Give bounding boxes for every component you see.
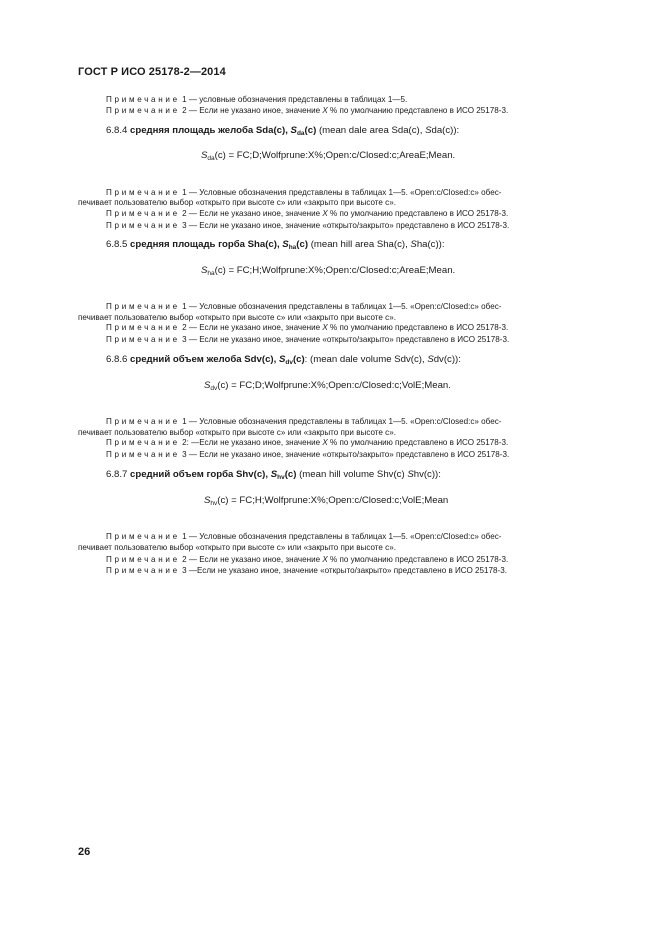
formula-sdv: $S_{dv}(c)$ = FC;D;Wolfprune:X%;Open:c/Closed:c;VolE;Mean.: [204, 380, 451, 392]
note-686-3: Примечание 3 — Если не указано иное, значение «открыто/закрыто» представлено в ИСО 25178-3.: [106, 450, 510, 459]
note-label: Примечание: [106, 106, 180, 115]
section-title: средняя площадь желоба Sda(c), $S_{da}(c)$: [130, 125, 317, 137]
section-number: 6.8.5: [106, 239, 128, 250]
note-text: % по умолчанию представлено в ИСО 25178-3.: [327, 106, 509, 115]
page-header: ГОСТ Р ИСО 25178-2—2014: [78, 66, 226, 78]
formula-sha: $S_{ha}(c)$ = FC;H;Wolfprune:X%;Open:c/Closed:c;AreaE;Mean.: [201, 265, 456, 277]
note-label: Примечание: [106, 95, 180, 104]
section-number: 6.8.4: [106, 125, 128, 136]
note-684-3: Примечание 3 — Если не указано иное, значение «открыто/закрыто» представлено в ИСО 25178-3.: [106, 221, 510, 230]
note-686-1-cont: печивает пользователю выбор «открыто при высоте c» или «закрыто при высоте c».: [78, 428, 396, 437]
section-heading-687: 6.8.7 средний объем горба Shv(c), $S_{hv}(c)$ (mean hill volume Shv(c) Shv(c)):: [106, 469, 441, 481]
section-heading-684: 6.8.4 средняя площадь желоба Sda(c), $S_{da}(c)$ (mean dale area Sda(c), Sda(c)):: [106, 125, 460, 137]
section-title: средний объем горба Shv(c), $S_{hv}(c)$: [130, 469, 297, 481]
formula-sda: $S_{da}(c)$ = FC;D;Wolfprune:X%;Open:c/Closed:c;AreaE;Mean.: [201, 150, 456, 162]
section-number: 6.8.7: [106, 469, 128, 480]
note-684-1: Примечание 1 — Условные обозначения представлены в таблицах 1—5. «Open:c/Closed:c» обес-: [106, 188, 502, 197]
note-686-2: Примечание 2: —Если не указано иное, значение X % по умолчанию представлено в ИСО 25178-3.: [106, 438, 509, 447]
section-number: 6.8.6: [106, 354, 128, 365]
section-title: средний объем желоба Sdv(c), $S_{dv}(c)$: [130, 354, 305, 366]
note-number: 1: [182, 95, 187, 104]
section-title: средняя площадь горба Sha(c), $S_{ha}(c)$: [130, 239, 309, 251]
note-top-2: [106, 106, 508, 116]
note-top-1: [106, 95, 407, 105]
note-variable: X: [322, 106, 328, 115]
note-684-2: Примечание 2 — Если не указано иное, значение X % по умолчанию представлено в ИСО 25178-3.: [106, 209, 509, 218]
note-685-1: Примечание 1 — Условные обозначения представлены в таблицах 1—5. «Open:c/Closed:c» обес-: [106, 302, 502, 311]
note-686-1: Примечание 1 — Условные обозначения представлены в таблицах 1—5. «Open:c/Closed:c» обес-: [106, 417, 502, 426]
note-687-1-cont: печивает пользователю выбор «открыто при высоте c» или «закрыто при высоте c».: [78, 543, 396, 552]
note-687-3: Примечание 3 —Если не указано иное, значение «открыто/закрыто» представлено в ИСО 25178-3.: [106, 566, 507, 575]
note-685-2: Примечание 2 — Если не указано иное, значение X % по умолчанию представлено в ИСО 25178-3.: [106, 323, 509, 332]
note-687-2: Примечание 2 — Если не указано иное, значение X % по умолчанию представлено в ИСО 25178-3.: [106, 555, 509, 564]
note-text: — условные обозначения представлены в таблицах 1—5.: [186, 95, 408, 104]
note-number: 2: [182, 106, 187, 115]
note-687-1: Примечание 1 — Условные обозначения представлены в таблицах 1—5. «Open:c/Closed:c» обес-: [106, 532, 502, 541]
note-text: — Если не указано иное, значение: [186, 106, 323, 115]
page-number: 26: [78, 846, 91, 858]
note-685-3: Примечание 3 — Если не указано иное, значение «открыто/закрыто» представлено в ИСО 25178-3.: [106, 335, 510, 344]
formula-shv: $S_{hv}(c)$ = FC;H;Wolfprune:X%;Open:c/Closed:c;VolE;Mean: [204, 495, 449, 507]
note-684-1-cont: печивает пользователю выбор «открыто при высоте c» или «закрыто при высоте c».: [78, 198, 396, 207]
section-heading-686: 6.8.6 средний объем желоба Sdv(c), $S_{dv}(c)$: (mean dale volume Sdv(c), Sdv(c)):: [106, 354, 461, 366]
note-685-1-cont: печивает пользователю выбор «открыто при высоте c» или «закрыто при высоте c».: [78, 313, 396, 322]
section-heading-685: 6.8.5 средняя площадь горба Sha(c), $S_{ha}(c)$ (mean hill area Sha(c), Sha(c)):: [106, 239, 445, 251]
